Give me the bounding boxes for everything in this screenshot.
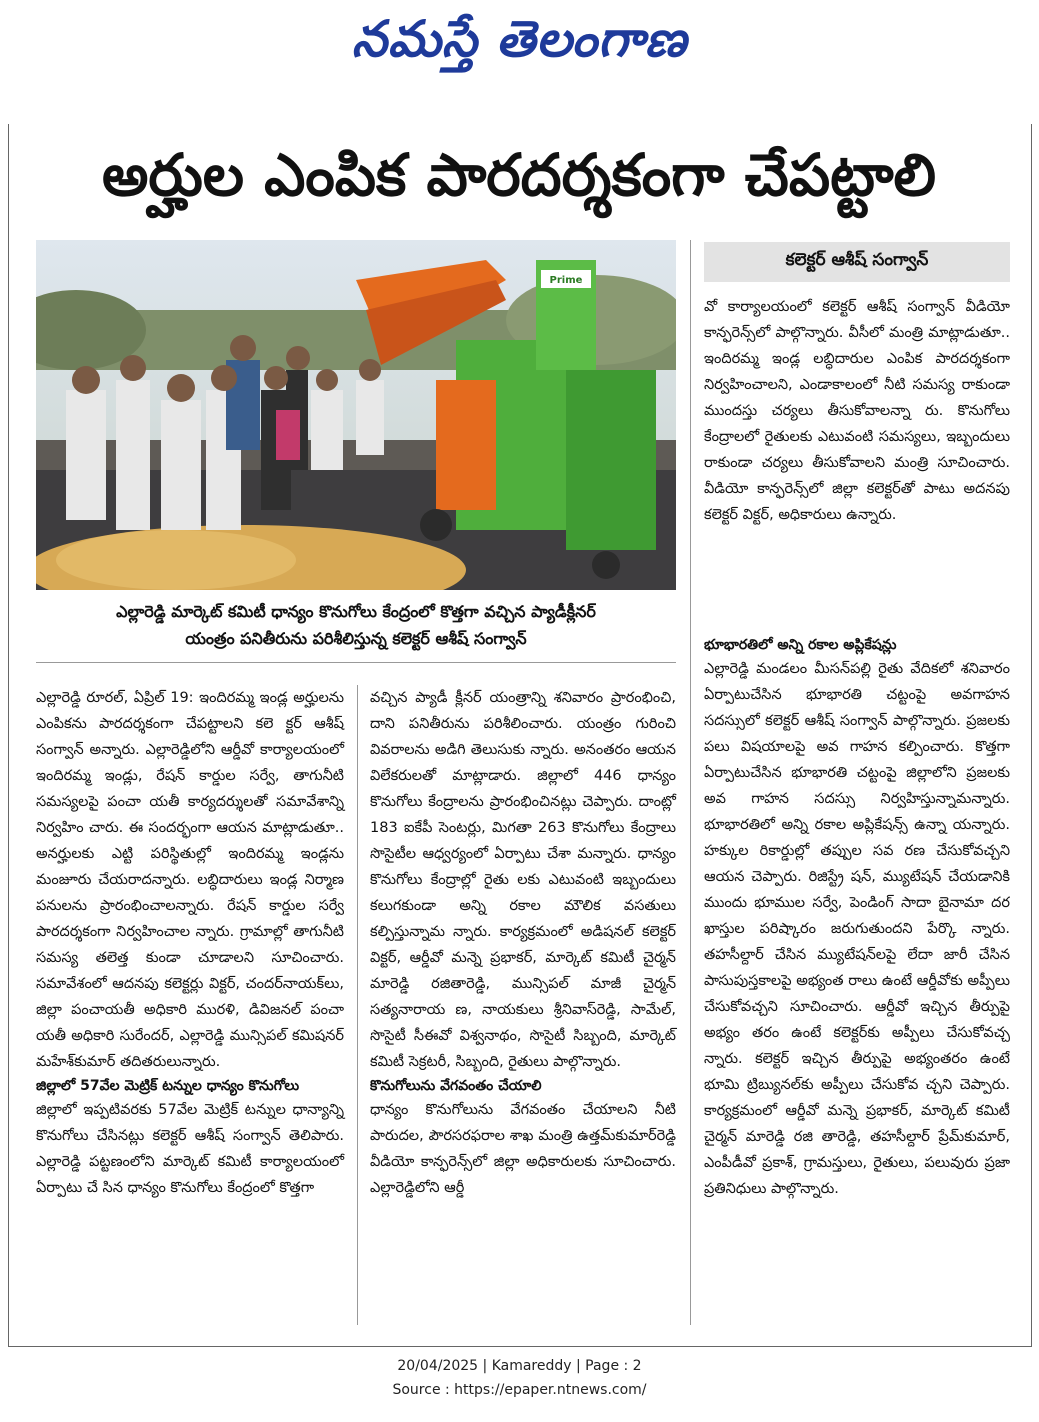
- paragraph: వచ్చిన ప్యాడీ క్లీనర్ యంత్రాన్ని శనివారం ప్రారంభించి, దాని పనితీరును పరిశీలించారు. యంత్రం గురించి వివరాలను అడిగి తెలుసుకు న్నారు. అనంతరం ఆయన విలేకరులతో మాట్లాడారు. జిల్లాలో 446 ధాన్యం కొనుగోలు కేంద్రాలను ప్రారంభించినట్లు చెప్పారు. దాంట్లో 183 ఐకేపీ సెంటర్లు, మిగతా 263 కొనుగోలు కేంద్రాలు సొసైటీల ఆధ్వర్యంలో ఏర్పాటు చేశా మన్నారు. ధాన్యం కొనుగోలు కేంద్రాల్లో రైతు లకు ఎటువంటి ఇబ్బందులు కలుగకుండా అన్ని రకాల మౌలిక వసతులు కల్పిస్తున్నామ న్నారు. కార్యక్రమంలో అడిషనల్ కలెక్టర్ విక్టర్, ఆర్డీవో మన్నె ప్రభాకర్, మార్కెట్ కమిటీ చైర్మన్ మారెడ్డి రజితారెడ్డి, మున్సిపల్ మాజీ చైర్మన్ సత్యనారాయ ణ, నాయకులు శ్రీనివాస్‌రెడ్డి, సామేల్, సొసైటీ సీఈవో విశ్వనాథం, సొసైటీ సిబ్బంది, మార్కెట్ కమిటీ సెక్రటరీ, సిబ్బంది, రైతులు పాల్గొన్నారు.: [370, 690, 676, 1070]
- paragraph: ఎల్లారెడ్డి రూరల్, ఏప్రిల్ 19: ఇందిరమ్మ ఇండ్ల అర్హులను ఎంపికను పారదర్శకంగా చేపట్టాలని కలె క్టర్ ఆశీష్ సంగ్వాన్ అన్నారు. ఎల్లారెడ్డిలోని ఆర్డీవో కార్యాలయంలో ఇందిరమ్మ ఇండ్లు, రేషన్ కార్డుల సర్వే, తాగునీటి సమస్యలపై పంచా యతీ కార్యదర్శులతో సమావేశాన్ని నిర్వహిం చారు. ఈ సందర్భంగా ఆయన మాట్లాడుతూ.. అనర్హులకు ఎట్టి పరిస్థితుల్లో ఇందిరమ్మ ఇండ్లను మంజూరు చేయరాదన్నారు. లబ్ధిదారులు ఇండ్ల నిర్మాణ పనులను ప్రారంభించాలన్నారు. రేషన్ కార్డుల సర్వే పారదర్శకంగా నిర్వహించాల న్నారు. గ్రామాల్లో తాగునీటి సమస్య తలెత్త కుండా చూడాలని సూచించారు. సమావేశంలో ఆదనపు కలెక్టర్లు విక్టర్, చందర్‌నాయక్‌లు, జిల్లా పంచాయతీ అధికారి మురళి, డివిజనల్ పంచా యతీ అధికారి సురేందర్, ఎల్లారెడ్డి మున్సిపల్ కమిషనర్ మహేశ్‌కుమార్ తదితరులున్నారు.: [36, 690, 344, 1070]
- byline-text: కలెక్టర్ ఆశీష్ సంగ్వాన్: [785, 250, 929, 270]
- paragraph: ఎల్లారెడ్డి మండలం మీసన్‌పల్లి రైతు వేదికలో శనివారం ఏర్పాటుచేసిన భూభారతి చట్టంపై అవగాహన సదస్సులో కలెక్టర్ ఆశీష్ సంగ్వాన్ పాల్గొన్నారు. ప్రజలకు పలు విషయాలపై అవ గాహన కల్పించారు. కొత్తగా ఏర్పాటుచేసిన భూభారతి చట్టంపై జిల్లాలోని ప్రజలకు అవ గాహన సదస్సు నిర్వహిస్తున్నామన్నారు. భూభారతిలో అన్ని రకాల అప్లికేషన్స్ ఉన్నా యన్నారు. హక్కుల రికార్డుల్లో తప్పుల సవ రణ చేసుకోవచ్చని ఆయన చెప్పారు. రిజిస్ట్రే షన్, మ్యుటేషన్ చేయడానికి ముందు భూముల సర్వే, పెండింగ్ సాదా బైనామా దర ఖాస్తుల పరిష్కారం జరుగుతుందని పేర్కొ న్నారు. తహసీల్దార్ చేసిన మ్యుటేషన్‌లపై లేదా జారీ చేసిన పాసుపుస్తకాలపై అభ్యంత రాలు ఉంటే ఆర్డీవోకు అప్పీలు చేసుకోవచ్చని సూచించారు. ఆర్డీవో ఇచ్చిన తీర్పుపై అభ్యం తరం ఉంటే కలెక్టర్‌కు అప్పీలు చేసుకోవచ్చ న్నారు. కలెక్టర్ ఇచ్చిన తీర్పుపై అభ్యంతరం ఉంటే భూమి ట్రిబ్యునల్‌కు అప్పీలు చేసుకోవ చ్చని చెప్పారు. కార్యక్రమంలో ఆర్డీవో మన్నె ప్రభాకర్, మార్కెట్ కమిటీ చైర్మన్ మారెడ్డి రజి తారెడ్డి, తహసీల్దార్ ప్రేమ్‌కుమార్, ఎంపీడీవో ప్రకాశ్, గ్రామస్తులు, రైతులు, పలువురు ప్రజా ప్రతినిధులు పాల్గొన్నారు.: [704, 661, 1010, 1197]
- caption-line: ఎల్లారెడ్డి మార్కెట్ కమిటీ ధాన్యం కొనుగోలు కేంద్రంలో కొత్తగా వచ్చిన ప్యాడీక్లీనర్: [116, 602, 596, 621]
- masthead-title: నమస్తే తెలంగాణ: [351, 9, 688, 68]
- photo-caption: [36, 598, 676, 663]
- paragraph: వో కార్యాలయంలో కలెక్టర్ ఆశీష్ సంగ్వాన్ వీడియో కాన్ఫరెన్స్‌లో పాల్గొన్నారు. వీసీలో మంత్రి మాట్లాడుతూ.. ఇందిరమ్మ ఇండ్ల లబ్ధిదారుల ఎంపిక పారదర్శకంగా నిర్వహించాలని, ఎండాకాలంలో నీటి సమస్య రాకుండా ముందస్తు చర్యలు తీసుకోవాలన్నా రు. కొనుగోలు కేంద్రాలలో రైతులకు ఎటువంటి సమస్యలు, ఇబ్బందులు రాకుండా చర్యలు తీసుకోవాలని మంత్రి సూచించారు. వీడియో కాన్ఫరెన్స్‌లో జిల్లా కలెక్టర్‌తో పాటు అదనపు కలెక్టర్ విక్టర్, అధికారులు ఉన్నారు.: [704, 299, 1010, 523]
- article-column-left: [36, 685, 344, 1201]
- byline-box: [704, 242, 1010, 282]
- headline: అర్హుల ఎంపిక పారదర్శకంగా చేపట్టాలి: [101, 140, 937, 209]
- subheading: జిల్లాలో 57వేల మెట్రిక్ టన్నుల ధాన్యం కొనుగోలు: [36, 1078, 300, 1094]
- column-divider: [357, 685, 358, 1325]
- footer-source: Source : https://epaper.ntnews.com/: [392, 1382, 647, 1398]
- article-photo: [36, 240, 676, 590]
- footer-date: 20/04/2025 | Kamareddy | Page : 2: [397, 1358, 642, 1374]
- paragraph: జిల్లాలో ఇప్పటివరకు 57వేల మెట్రిక్ టన్నుల ధాన్యాన్ని కొనుగోలు చేసినట్లు కలెక్టర్ ఆశీష్ సంగ్వాన్ తెలిపారు. ఎల్లారెడ్డి పట్టణంలోని మార్కెట్ కమిటీ కార్యాలయంలో ఏర్పాటు చే సిన ధాన్యం కొనుగోలు కేంద్రంలో కొత్తగా: [36, 1102, 344, 1196]
- caption-line: యంత్రం పనితీరును పరిశీలిస్తున్న కలెక్టర్ ఆశీష్ సంగ్వాన్: [185, 629, 527, 648]
- photo-illustration: [36, 240, 676, 590]
- paragraph: ధాన్యం కొనుగోలును వేగవంతం చేయాలని నీటి పారుదల, పౌరసరఫరాల శాఖ మంత్రి ఉత్తమ్‌కుమార్‌రెడ్డి వీడియో కాన్ఫరెన్స్‌లో జిల్లా అధికారులకు సూచించారు. ఎల్లారెడ్డిలోని ఆర్డీ: [370, 1102, 676, 1196]
- article-column-right-bottom: [704, 634, 1010, 1202]
- article-column-right-top: [704, 294, 1010, 528]
- masthead: [0, 0, 1039, 90]
- article-column-middle: [370, 685, 676, 1201]
- subheading: కొనుగోలును వేగవంతం చేయాలి: [370, 1078, 542, 1094]
- subheading: భూభారతిలో అన్ని రకాల అప్లికేషన్లు: [704, 637, 897, 653]
- column-divider: [690, 240, 691, 1325]
- machine-brand-label: Prime: [549, 275, 583, 286]
